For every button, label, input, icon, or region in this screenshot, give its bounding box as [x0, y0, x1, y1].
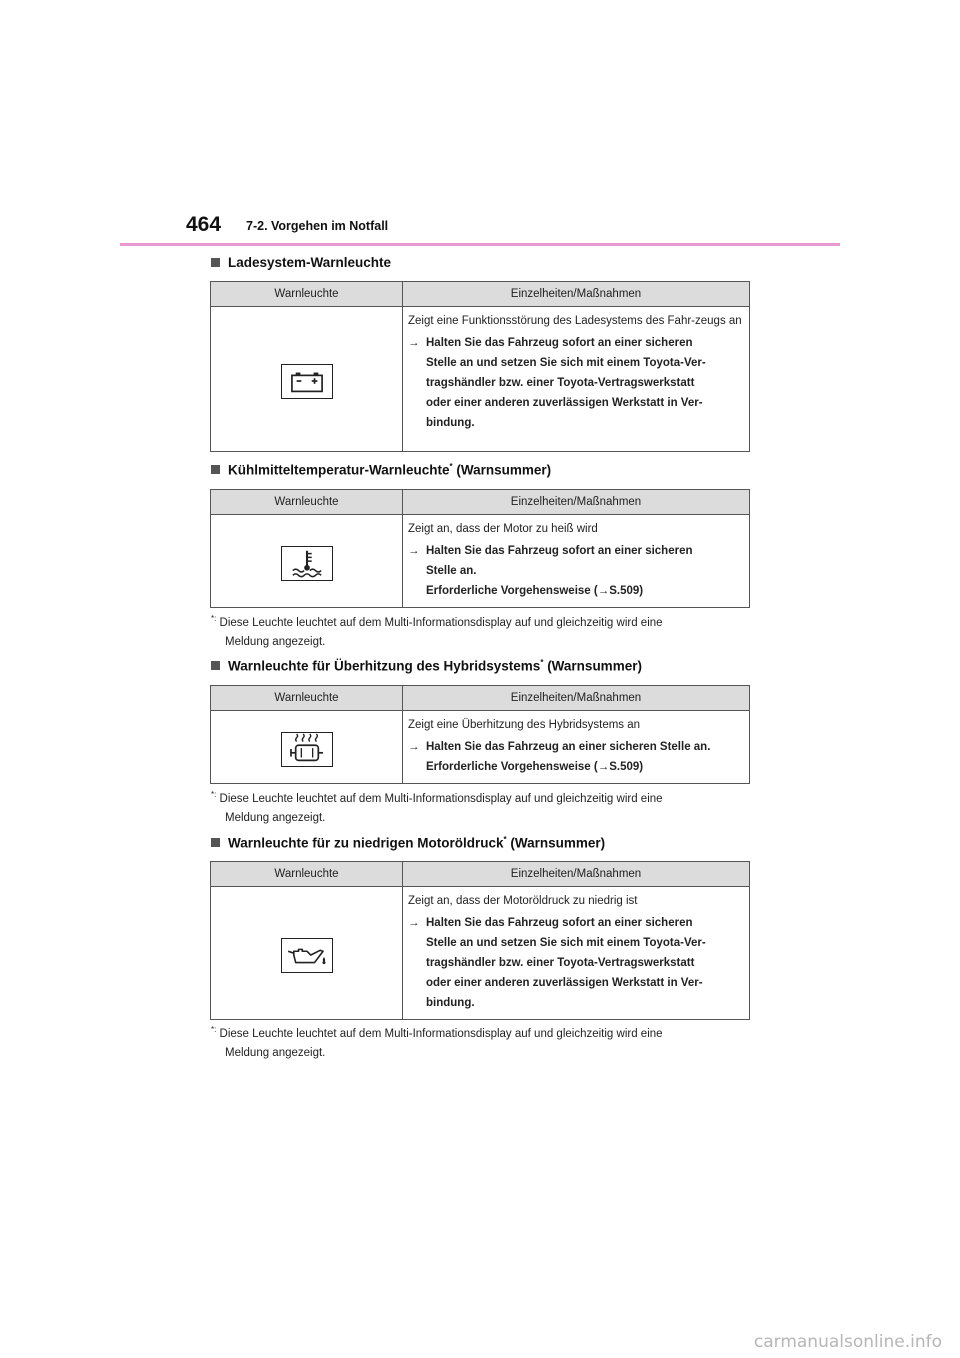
details-cell	[403, 711, 750, 784]
action-line: bindung.	[426, 997, 475, 1009]
bullet-square	[211, 661, 220, 670]
action-line: Erforderliche Vorgehensweise (→S.509)	[426, 761, 644, 773]
column-header-warning-light: Warnleuchte	[211, 862, 403, 887]
action-line: Halten Sie das Fahrzeug an einer sicheren Stelle an.	[426, 741, 711, 753]
arrow-right-icon: →	[408, 545, 420, 557]
action-line: Stelle an und setzen Sie sich mit einem Toyota-Ver-	[426, 357, 706, 369]
arrow-right-icon: →	[408, 741, 420, 753]
footnote-mark: *:	[211, 1025, 217, 1034]
action-line: Stelle an.	[426, 565, 477, 577]
chapter-title: 7-2. Vorgehen im Notfall	[246, 219, 389, 233]
action-instruction	[408, 333, 743, 433]
warning-table-coolant-temperature	[210, 489, 750, 608]
footnote-mark: *:	[211, 790, 217, 799]
page-number: 464	[186, 213, 222, 236]
action-line: Halten Sie das Fahrzeug sofort an einer sicheren	[426, 545, 693, 557]
action-instruction	[408, 541, 743, 601]
watermark: carmanualsonline.info	[753, 1332, 942, 1352]
footnote-star: *	[449, 462, 453, 471]
footnote-star: *	[540, 658, 544, 667]
action-line: tragshändler bzw. einer Toyota-Vertragswerkstatt	[426, 377, 695, 389]
section-title-suffix: (Warnsummer)	[452, 462, 552, 478]
column-header-details: Einzelheiten/Maßnahmen	[403, 490, 750, 515]
column-header-details: Einzelheiten/Maßnahmen	[403, 862, 750, 887]
description-text: Zeigt an, dass der Motoröldruck zu niedrig ist	[408, 895, 638, 907]
bullet-square	[211, 258, 220, 267]
action-line: Halten Sie das Fahrzeug sofort an einer sicheren	[426, 917, 693, 929]
arrow-right-icon: →	[408, 917, 420, 929]
section-title-text: Kühlmitteltemperatur-Warnleuchte	[228, 462, 450, 478]
footnote	[211, 1020, 751, 1063]
action-line: oder einer anderen zuverlässigen Werkstatt in Ver-	[426, 977, 703, 989]
action-line: bindung.	[426, 417, 475, 429]
action-line: Halten Sie das Fahrzeug sofort an einer sicheren	[426, 337, 693, 349]
description-text: Zeigt eine Funktionsstörung des Ladesystems des Fahr-zeugs an	[408, 315, 742, 327]
footnote-mark: *:	[211, 614, 217, 623]
column-header-details: Einzelheiten/Maßnahmen	[403, 686, 750, 711]
footnote-text: Diese Leuchte leuchtet auf dem Multi-Informationsdisplay auf und gleichzeitig wird eine	[219, 1027, 663, 1040]
warning-table-hybrid-overheat	[210, 685, 750, 784]
details-cell	[403, 887, 750, 1020]
column-header-warning-light: Warnleuchte	[211, 686, 403, 711]
footnote-text-continued: Meldung angezeigt.	[225, 1046, 326, 1059]
footnote-text-continued: Meldung angezeigt.	[225, 811, 326, 824]
warning-table-oil-pressure	[210, 861, 750, 1020]
section-title-oil-pressure	[211, 835, 605, 851]
description-text: Zeigt eine Überhitzung des Hybridsystems an	[408, 719, 641, 731]
section-title-text: Ladesystem-Warnleuchte	[228, 255, 392, 270]
coolant-temperature-icon	[281, 546, 333, 581]
warning-table-charging-system	[210, 281, 750, 452]
section-title-charging-system	[211, 255, 391, 270]
icon-cell	[211, 711, 403, 784]
bullet-square	[211, 465, 220, 474]
column-header-details: Einzelheiten/Maßnahmen	[403, 282, 750, 307]
icon-cell	[211, 515, 403, 608]
section-title-suffix: (Warnsummer)	[506, 835, 606, 851]
section-title-text: Warnleuchte für Überhitzung des Hybridsystems	[228, 658, 541, 674]
icon-cell	[211, 887, 403, 1020]
action-line: Stelle an und setzen Sie sich mit einem Toyota-Ver-	[426, 937, 706, 949]
details-cell	[403, 515, 750, 608]
details-cell	[403, 307, 750, 452]
description-text: Zeigt an, dass der Motor zu heiß wird	[408, 523, 598, 535]
action-instruction	[408, 913, 743, 1013]
hybrid-system-overheat-icon	[281, 732, 333, 767]
action-instruction	[408, 737, 743, 777]
battery-icon	[281, 364, 333, 399]
icon-cell	[211, 307, 403, 452]
oil-pressure-icon	[281, 938, 333, 973]
footnote	[211, 609, 751, 652]
footnote-text: Diese Leuchte leuchtet auf dem Multi-Informationsdisplay auf und gleichzeitig wird eine	[219, 616, 663, 629]
action-line: Erforderliche Vorgehensweise (→S.509)	[426, 585, 644, 597]
arrow-right-icon: →	[408, 337, 420, 349]
footnote	[211, 785, 751, 828]
section-title-suffix: (Warnsummer)	[543, 658, 642, 674]
footnote-star: *	[503, 835, 507, 844]
action-line: oder einer anderen zuverlässigen Werkstatt in Ver-	[426, 397, 703, 409]
action-line: tragshändler bzw. einer Toyota-Vertragswerkstatt	[426, 957, 695, 969]
section-title-text: Warnleuchte für zu niedrigen Motoröldruck	[228, 835, 504, 851]
section-title-coolant-temperature	[211, 462, 551, 478]
header-rule	[120, 243, 840, 246]
column-header-warning-light: Warnleuchte	[211, 282, 403, 307]
column-header-warning-light: Warnleuchte	[211, 490, 403, 515]
footnote-text: Diese Leuchte leuchtet auf dem Multi-Informationsdisplay auf und gleichzeitig wird eine	[219, 792, 663, 805]
bullet-square	[211, 838, 220, 847]
section-title-hybrid-overheat	[211, 658, 642, 674]
footnote-text-continued: Meldung angezeigt.	[225, 635, 326, 648]
